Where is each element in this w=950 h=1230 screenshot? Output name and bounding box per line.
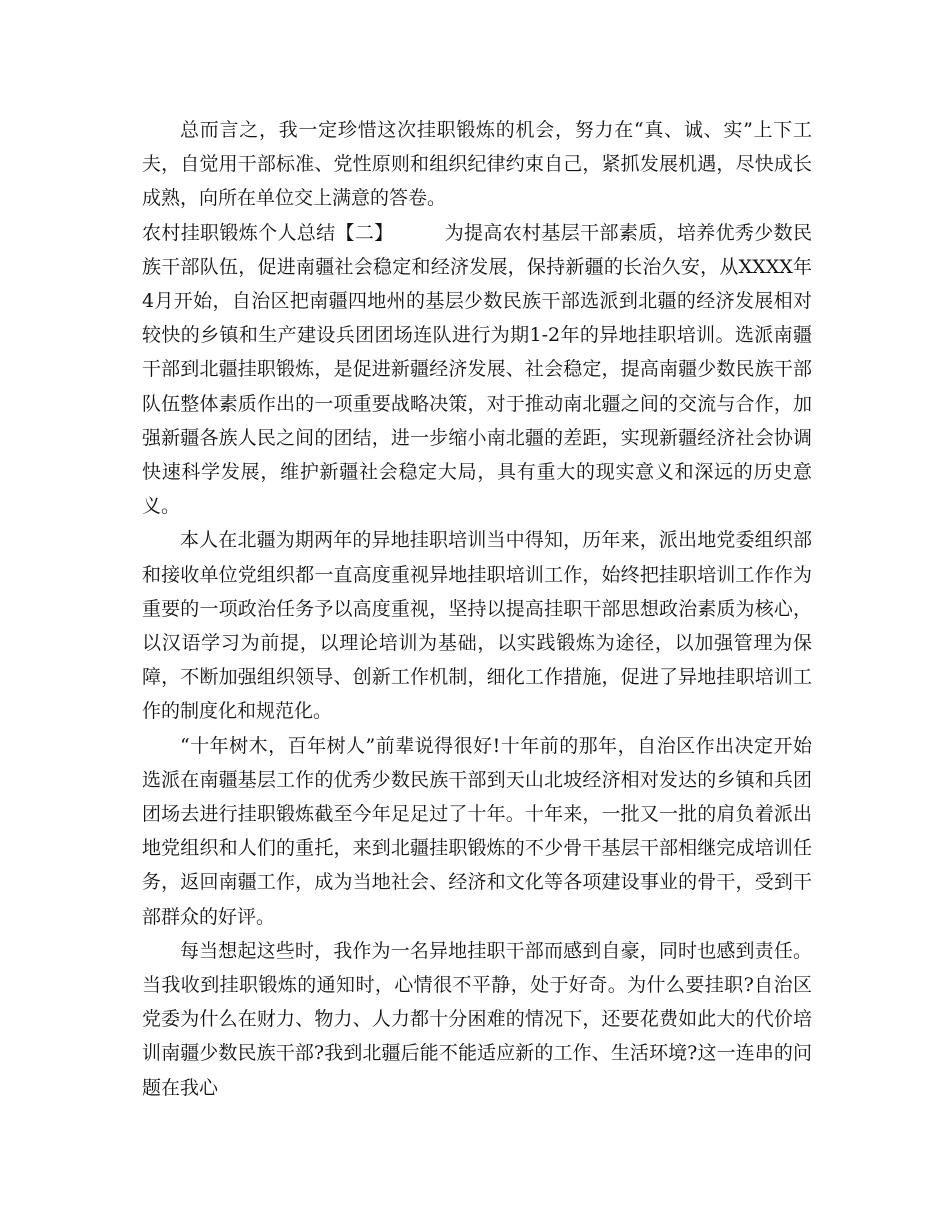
paragraph-section-two	[142, 216, 812, 524]
paragraph-text: 总而言之，我一定珍惜这次挂职锻炼的机会，努力在“真、诚、实”上下工夫，自觉用干部标准、党性原则和组织纪律约束自己，紧抓发展机遇，尽快成长成熟，向所在单位交上满意的答卷。	[142, 119, 812, 210]
section-title: 农村挂职锻炼个人总结【二】	[142, 221, 394, 244]
document-body	[142, 113, 812, 1105]
paragraph-text: 为提高农村基层干部素质，培养优秀少数民族干部队伍，促进南疆社会稳定和经济发展，保持新疆的长治久安，从XXXX年4月开始，自治区把南疆四地州的基层少数民族干部选派到北疆的经济发展相对较快的乡镇和生产建设兵团团场连队进行为期1-2年的异地挂职培训。选派南疆干部到北疆挂职锻炼，是促进新疆经济发展、社会稳定，提高南疆少数民族干部队伍整体素质作出的一项重要战略决策，对于推动南北疆之间的交流与合作，加强新疆各族人民之间的团结，进一步缩小南北疆的差距，实现新疆经济社会协调快速科学发展，维护新疆社会稳定大局，具有重大的现实意义和深远的历史意义。	[142, 221, 812, 518]
paragraph-text: “十年树木，百年树人”前辈说得很好!十年前的那年，自治区作出决定开始选派在南疆基层工作的优秀少数民族干部到天山北坡经济相对发达的乡镇和兵团团场去进行挂职锻炼截至今年足足过了十年。十年来，一批又一批的肩负着派出地党组织和人们的重托，来到北疆挂职锻炼的不少骨干基层干部相继完成培训任务，返回南疆工作，成为当地社会、经济和文化等各项建设事业的骨干，受到干部群众的好评。	[142, 734, 812, 928]
paragraph-text: 每当想起这些时，我作为一名异地挂职干部而感到自豪，同时也感到责任。当我收到挂职锻炼的通知时，心情很不平静，处于好奇。为什么要挂职?自治区党委为什么在财力、物力、人力都十分困难的情况下，还要花费如此大的代价培训南疆少数民族干部?我到北疆后能不能适应新的工作、生活环境?这一连串的问题在我心	[142, 939, 812, 1099]
paragraph-training-overview	[142, 523, 812, 728]
paragraph-conclusion	[142, 113, 812, 216]
title-gap	[394, 222, 445, 244]
paragraph-ten-years	[142, 729, 812, 934]
paragraph-reflection	[142, 934, 812, 1105]
paragraph-text: 本人在北疆为期两年的异地挂职培训当中得知，历年来，派出地党委组织部和接收单位党组织都一直高度重视异地挂职培训工作，始终把挂职培训工作作为重要的一项政治任务予以高度重视，坚持以提高挂职干部思想政治素质为核心，以汉语学习为前提，以理论培训为基础，以实践锻炼为途径，以加强管理为保障，不断加强组织领导、创新工作机制，细化工作措施，促进了异地挂职培训工作的制度化和规范化。	[142, 529, 812, 723]
